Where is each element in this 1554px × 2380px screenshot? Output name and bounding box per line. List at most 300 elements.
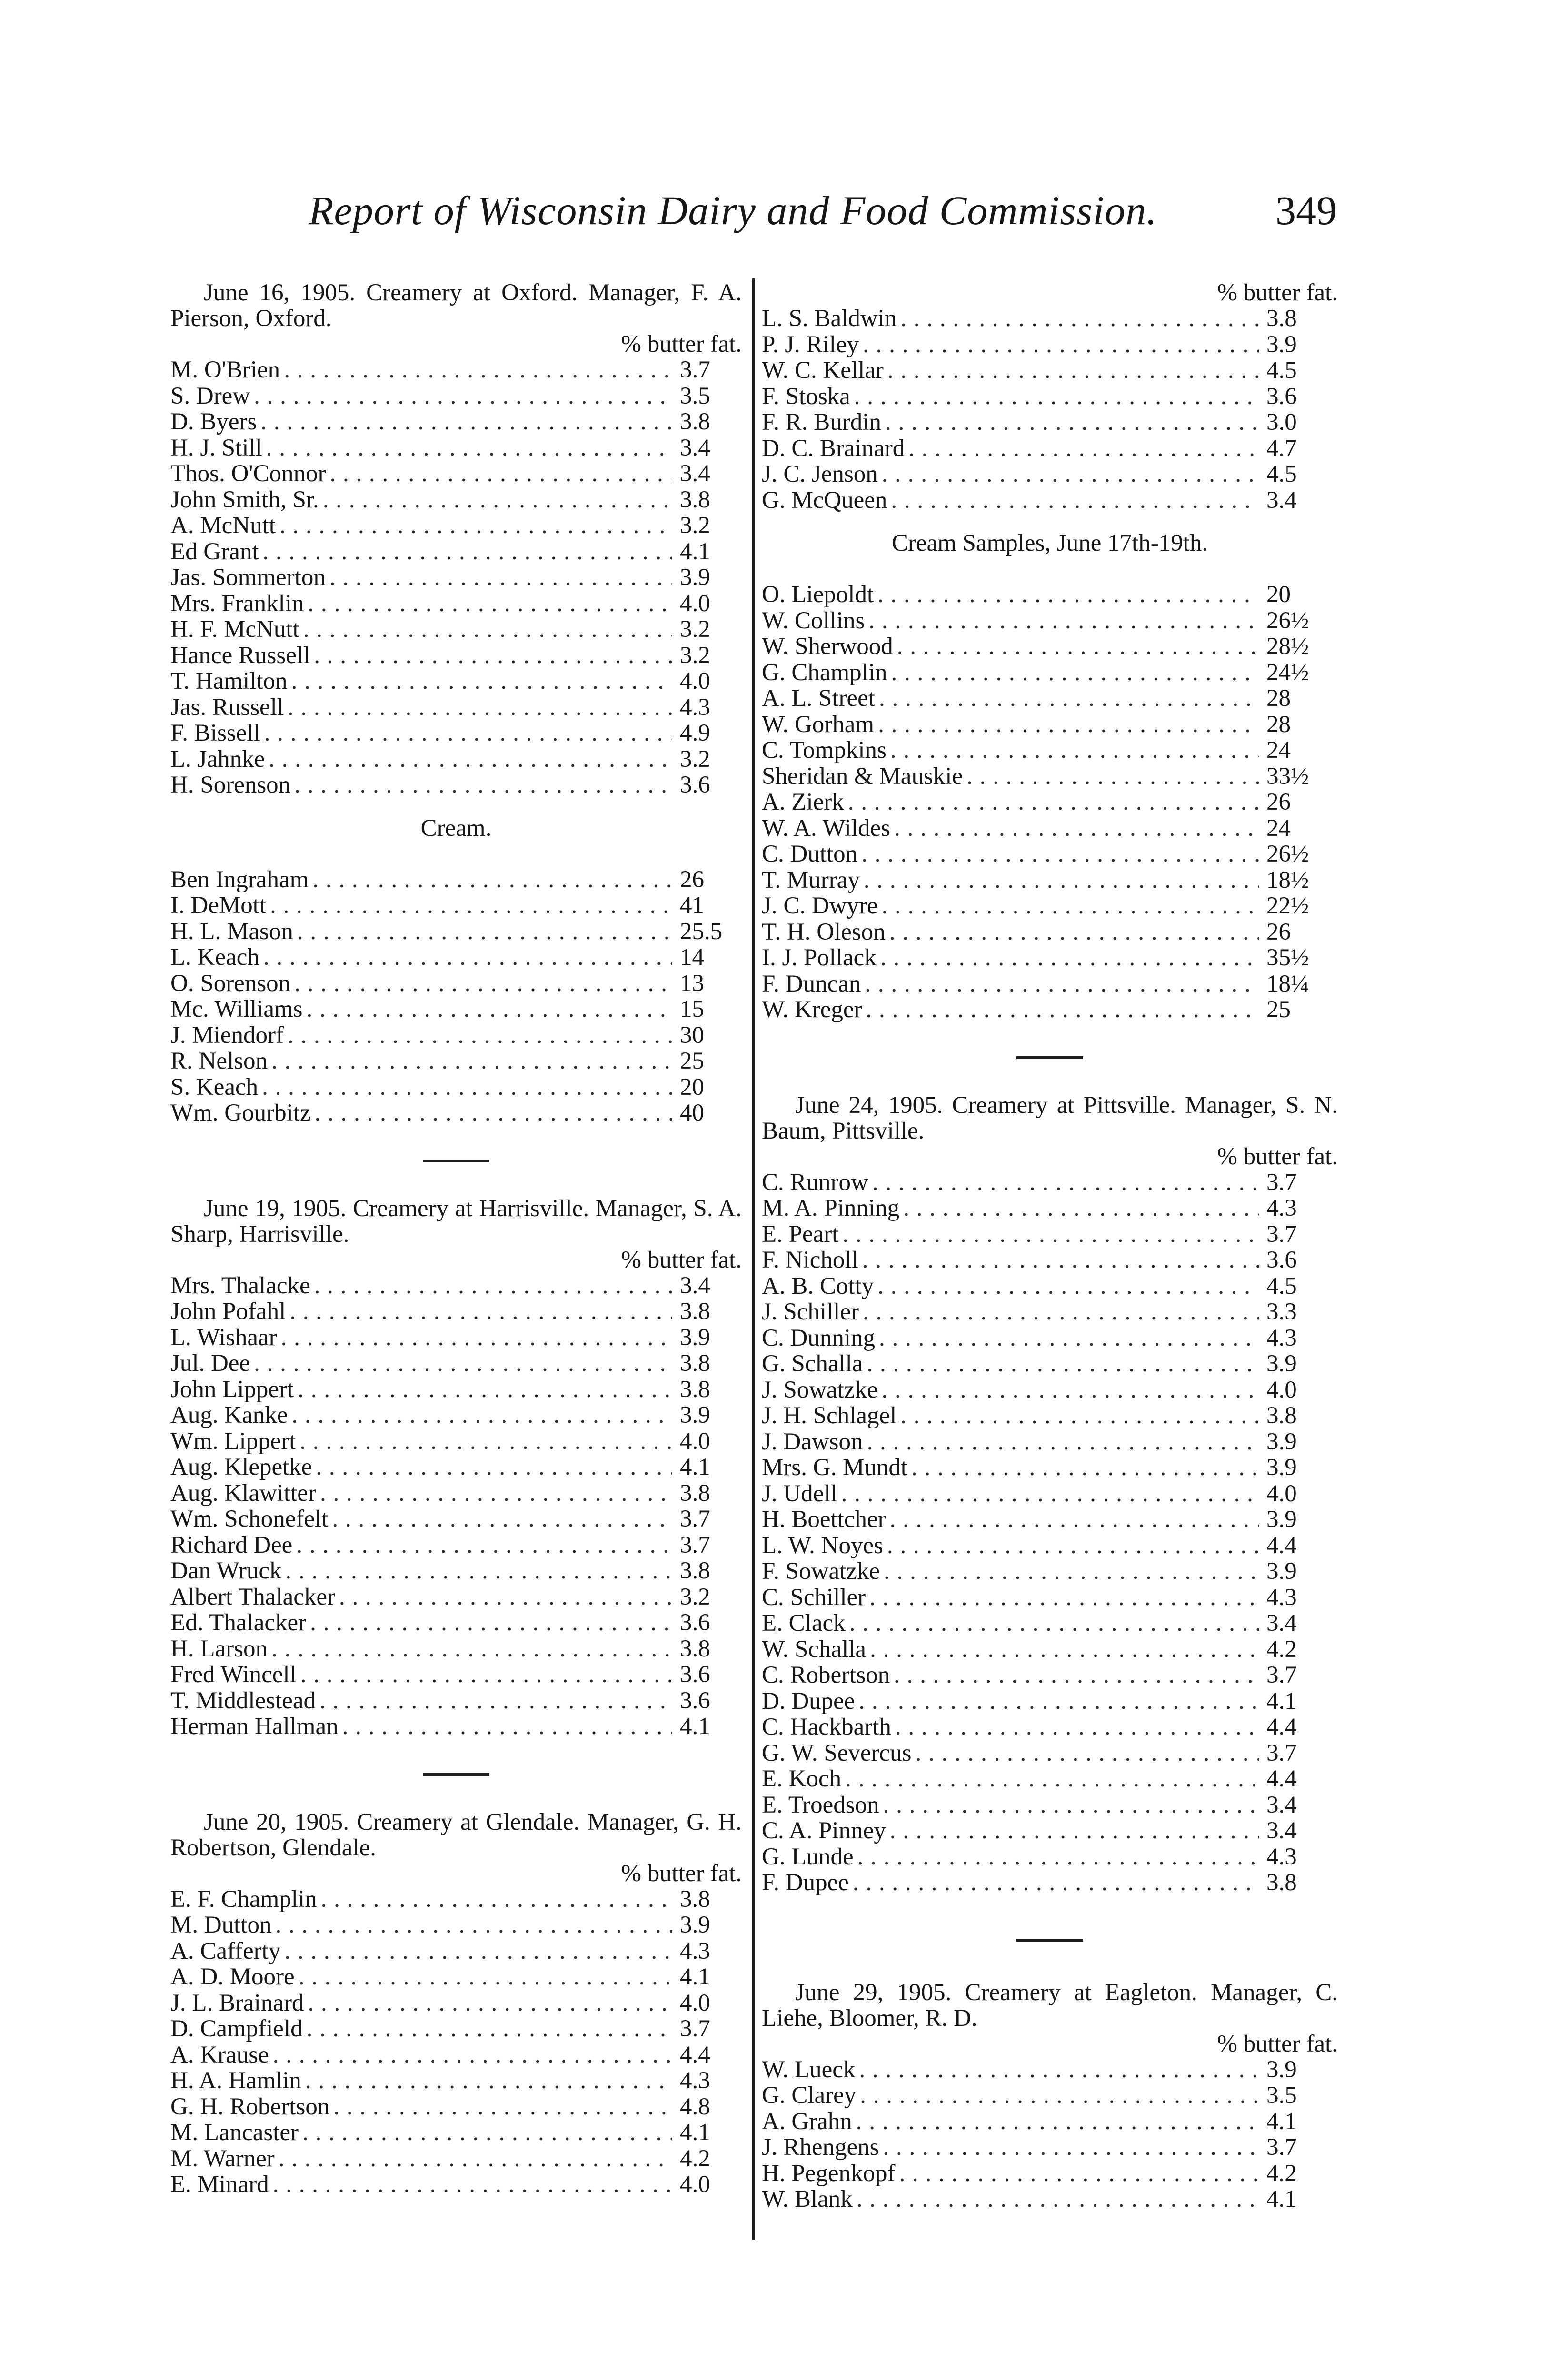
table-row — [762, 919, 1338, 945]
test-value: 4.0 — [680, 668, 710, 694]
table-row — [170, 2172, 742, 2198]
table-row — [762, 1585, 1338, 1611]
patron-name: W. Collins — [762, 607, 865, 634]
dot-leader — [263, 539, 672, 565]
patron-name: H. A. Hamlin — [170, 2068, 301, 2094]
patron-name: C. Runrow — [762, 1169, 868, 1195]
sample-list — [170, 1273, 742, 1740]
test-value: 3.9 — [1266, 1507, 1297, 1533]
patron-name: Mrs. Thalacke — [170, 1272, 310, 1299]
table-row — [762, 841, 1338, 867]
table-row — [170, 357, 742, 383]
table-row — [170, 409, 742, 435]
table-row — [762, 2109, 1338, 2135]
test-value: 3.4 — [1266, 1792, 1297, 1818]
table-row — [762, 1766, 1338, 1792]
table-row — [170, 2094, 742, 2120]
patron-name: F. Bissell — [170, 720, 260, 746]
patron-name: I. J. Pollack — [762, 945, 877, 971]
dot-leader — [856, 2109, 1259, 2135]
dot-leader — [302, 2120, 672, 2146]
dot-leader — [887, 357, 1259, 384]
cream-samples-section — [762, 530, 1338, 1023]
table-row — [170, 1402, 742, 1428]
dot-leader — [883, 1792, 1259, 1818]
patron-name: E. F. Champlin — [170, 1886, 317, 1912]
patron-name: G. W. Severcus — [762, 1740, 912, 1766]
table-row — [170, 435, 742, 461]
table-row — [170, 1022, 742, 1049]
patron-name: Jas. Russell — [170, 694, 284, 720]
test-value: 3.2 — [680, 616, 710, 643]
patron-name: A. McNutt — [170, 513, 276, 539]
table-row — [170, 1584, 742, 1610]
oxford-cream-section — [170, 815, 742, 1126]
test-value: 24 — [1266, 737, 1291, 764]
table-row — [170, 616, 742, 643]
dot-leader — [897, 634, 1259, 660]
patron-name: Sheridan & Mauskie — [762, 763, 963, 789]
test-value: 4.2 — [1266, 2160, 1297, 2186]
patron-name: J. Rhengens — [762, 2134, 879, 2161]
dot-leader — [862, 1247, 1259, 1273]
test-value: 3.5 — [680, 383, 710, 409]
patron-name: J. Schiller — [762, 1299, 859, 1325]
test-value: 25 — [1266, 997, 1291, 1023]
patron-name: John Pofahl — [170, 1299, 286, 1325]
table-row — [170, 1377, 742, 1403]
table-row — [762, 660, 1338, 686]
table-row — [762, 306, 1338, 332]
patron-name: W. Blank — [762, 2186, 853, 2212]
patron-name: J. Sowatzke — [762, 1377, 878, 1403]
unit-label: % butter fat. — [1217, 279, 1338, 306]
test-value: 3.2 — [680, 746, 710, 772]
patron-name: M. Dutton — [170, 1912, 272, 1938]
dot-leader — [841, 1481, 1259, 1507]
dot-leader — [878, 712, 1259, 738]
table-row — [762, 2057, 1338, 2083]
table-row — [170, 1454, 742, 1480]
test-value: 18½ — [1266, 867, 1309, 893]
table-row — [170, 996, 742, 1022]
table-row — [762, 384, 1338, 410]
dot-leader — [298, 1377, 672, 1403]
table-row — [170, 1074, 742, 1101]
dot-leader — [300, 1662, 672, 1688]
test-value: 4.3 — [680, 1938, 710, 1964]
table-row — [762, 461, 1338, 487]
test-value: 3.8 — [680, 486, 710, 513]
test-value: 3.2 — [680, 1584, 710, 1610]
patron-name: Hance Russell — [170, 642, 310, 668]
test-value: 3.7 — [1266, 2134, 1297, 2161]
test-value: 4.5 — [1266, 461, 1297, 487]
dot-leader — [339, 1584, 672, 1610]
test-value: 3.8 — [680, 1558, 710, 1584]
section-heading: June 20, 1905. Creamery at Glendale. Manager, G. H. Robertson, Glendale. — [170, 1808, 742, 1861]
patron-name: W. A. Wildes — [762, 815, 890, 841]
dot-leader — [890, 737, 1259, 764]
patron-name: M. A. Pinning — [762, 1195, 900, 1221]
test-value: 3.4 — [680, 461, 710, 487]
table-row — [762, 1610, 1338, 1636]
table-row — [762, 1221, 1338, 1248]
test-value: 4.9 — [680, 720, 710, 746]
table-row — [170, 867, 742, 893]
dot-leader — [329, 565, 672, 591]
test-value: 3.6 — [680, 1610, 710, 1636]
dot-leader — [276, 1912, 672, 1938]
test-value: 20 — [1266, 582, 1291, 608]
dot-leader — [883, 2134, 1259, 2161]
table-row — [762, 997, 1338, 1023]
table-row — [170, 1688, 742, 1714]
table-row — [762, 1740, 1338, 1766]
patron-name: J. C. Jenson — [762, 461, 878, 487]
patron-name: L. S. Baldwin — [762, 306, 897, 332]
patron-name: Jul. Dee — [170, 1350, 250, 1377]
test-value: 3.7 — [680, 1532, 710, 1558]
table-row — [762, 712, 1338, 738]
dot-leader — [859, 2057, 1259, 2083]
dot-leader — [303, 616, 672, 643]
test-value: 3.8 — [680, 1299, 710, 1325]
table-row — [762, 1351, 1338, 1377]
dot-leader — [868, 608, 1259, 634]
table-row — [762, 2134, 1338, 2161]
patron-name: L. Keach — [170, 944, 259, 971]
patron-name: C. Dunning — [762, 1325, 876, 1351]
patron-name: I. DeMott — [170, 892, 267, 919]
patron-name: Ed. Thalacker — [170, 1610, 307, 1636]
test-value: 3.9 — [1266, 331, 1297, 357]
patron-name: W. Sherwood — [762, 634, 893, 660]
table-row — [170, 1964, 742, 1990]
dot-leader — [882, 893, 1259, 919]
dot-leader — [296, 1532, 672, 1558]
test-value: 3.4 — [1266, 1610, 1297, 1636]
patron-name: C. Robertson — [762, 1662, 890, 1688]
test-value: 26½ — [1266, 607, 1309, 634]
dot-leader — [869, 1585, 1259, 1611]
dot-leader — [882, 461, 1259, 487]
table-row — [762, 1273, 1338, 1299]
patron-name: J. H. Schlagel — [762, 1403, 897, 1429]
table-row — [762, 1403, 1338, 1429]
patron-name: R. Nelson — [170, 1048, 268, 1074]
table-row — [170, 487, 742, 513]
dot-leader — [266, 435, 672, 461]
table-row — [762, 1558, 1338, 1585]
right-column — [762, 280, 1338, 2212]
patron-name: M. Lancaster — [170, 2120, 299, 2146]
dot-leader — [263, 944, 672, 971]
test-value: 3.2 — [680, 513, 710, 539]
dot-leader — [879, 685, 1259, 712]
table-row — [170, 1350, 742, 1377]
dot-leader — [908, 436, 1259, 462]
table-row — [762, 1688, 1338, 1715]
test-value: 3.0 — [1266, 409, 1297, 436]
patron-name: C. A. Pinney — [762, 1818, 886, 1844]
test-value: 3.9 — [1266, 1455, 1297, 1481]
dot-leader — [316, 1454, 672, 1480]
table-row — [762, 1429, 1338, 1455]
patron-name: E. Minard — [170, 2172, 269, 2198]
test-value: 4.3 — [1266, 1584, 1297, 1610]
dot-leader — [271, 1048, 672, 1074]
patron-name: Wm. Lippert — [170, 1428, 296, 1454]
test-value: 4.0 — [680, 1428, 710, 1454]
test-value: 14 — [680, 944, 704, 971]
patron-name: G. Clarey — [762, 2082, 857, 2109]
patron-name: T. Hamilton — [170, 668, 288, 694]
dot-leader — [297, 919, 672, 945]
table-row — [762, 1455, 1338, 1481]
patron-name: Richard Dee — [170, 1532, 293, 1558]
test-value: 4.1 — [680, 1964, 710, 1990]
table-row — [762, 1299, 1338, 1325]
test-value: 26 — [680, 866, 704, 892]
test-value: 3.4 — [1266, 1818, 1297, 1844]
table-row — [762, 893, 1338, 919]
table-row — [170, 461, 742, 487]
patron-name: Wm. Gourbitz — [170, 1100, 311, 1126]
patron-name: M. O'Brien — [170, 357, 280, 383]
patron-name: Aug. Klawitter — [170, 1480, 316, 1506]
test-value: 4.7 — [1266, 435, 1297, 461]
patron-name: O. Liepoldt — [762, 582, 874, 608]
section-heading: June 16, 1905. Creamery at Oxford. Manager, F. A. Pierson, Oxford. — [170, 279, 742, 332]
dot-leader — [269, 746, 672, 773]
test-value: 4.1 — [1266, 1688, 1297, 1714]
patron-name: S. Drew — [170, 383, 250, 409]
dot-leader — [291, 1402, 672, 1428]
dot-leader — [848, 789, 1259, 815]
patron-name: E. Koch — [762, 1766, 842, 1792]
patron-name: G. H. Robertson — [170, 2093, 330, 2120]
patron-name: Dan Wruck — [170, 1558, 282, 1584]
dot-leader — [879, 1325, 1259, 1351]
table-row — [170, 720, 742, 746]
table-row — [762, 815, 1338, 842]
patron-name: F. Nicholl — [762, 1247, 858, 1273]
dot-leader — [314, 1273, 672, 1299]
unit-label: % butter fat. — [621, 1860, 742, 1887]
patron-name: G. McQueen — [762, 487, 887, 513]
test-value: 4.5 — [1266, 357, 1297, 384]
dot-leader — [310, 1610, 672, 1636]
dot-leader — [279, 2146, 672, 2172]
dot-leader — [966, 764, 1259, 790]
test-value: 4.4 — [680, 2042, 710, 2068]
table-row — [170, 1100, 742, 1126]
patron-name: Ed Grant — [170, 538, 259, 565]
test-value: 4.1 — [680, 1454, 710, 1480]
test-value: 4.4 — [1266, 1714, 1297, 1740]
test-value: 4.1 — [680, 538, 710, 565]
test-value: 4.5 — [1266, 1273, 1297, 1299]
table-row — [762, 1170, 1338, 1196]
table-row — [170, 772, 742, 798]
patron-name: H. Boettcher — [762, 1507, 886, 1533]
dot-leader — [857, 1844, 1259, 1870]
test-value: 3.9 — [1266, 1428, 1297, 1455]
test-value: 22½ — [1266, 893, 1309, 919]
test-value: 3.8 — [680, 1350, 710, 1377]
table-row — [762, 1844, 1338, 1870]
dot-leader — [323, 487, 672, 513]
test-value: 20 — [680, 1074, 704, 1100]
table-row — [170, 1610, 742, 1636]
dot-leader — [882, 1377, 1259, 1403]
dot-leader — [332, 1506, 672, 1532]
patron-name: W. Lueck — [762, 2056, 856, 2082]
patron-name: H. L. Mason — [170, 918, 293, 944]
dot-leader — [891, 487, 1259, 514]
dot-leader — [887, 1533, 1259, 1559]
dot-leader — [294, 772, 672, 798]
table-row — [170, 1299, 742, 1325]
patron-name: F. R. Burdin — [762, 409, 881, 436]
patron-name: J. C. Dwyre — [762, 893, 878, 919]
dot-leader — [288, 1022, 672, 1049]
dot-leader — [858, 1688, 1259, 1715]
unit-label: % butter fat. — [621, 331, 742, 357]
test-value: 3.8 — [680, 1480, 710, 1506]
table-row — [762, 1377, 1338, 1403]
table-row — [762, 2082, 1338, 2109]
section-heading: June 29, 1905. Creamery at Eagleton. Manager, C. Liehe, Bloomer, R. D. — [762, 1979, 1338, 2032]
patron-name: J. Dawson — [762, 1428, 863, 1455]
table-row — [170, 668, 742, 694]
dot-leader — [315, 1100, 672, 1126]
table-row — [762, 487, 1338, 514]
dot-leader — [289, 1299, 672, 1325]
table-row — [762, 1325, 1338, 1351]
table-row — [170, 892, 742, 919]
sample-list — [762, 582, 1338, 1023]
dot-leader — [314, 643, 672, 669]
dot-leader — [880, 945, 1259, 971]
test-value: 4.1 — [1266, 2108, 1297, 2134]
table-row — [762, 789, 1338, 815]
dot-leader — [307, 996, 673, 1022]
table-row — [170, 591, 742, 617]
dot-leader — [294, 971, 672, 997]
patron-name: L. W. Noyes — [762, 1532, 883, 1558]
table-row — [762, 2186, 1338, 2212]
patron-name: S. Keach — [170, 1074, 259, 1100]
test-value: 35½ — [1266, 945, 1309, 971]
test-value: 24 — [1266, 815, 1291, 841]
dot-leader — [254, 1350, 672, 1377]
test-value: 3.8 — [1266, 306, 1297, 332]
dot-leader — [279, 513, 672, 539]
glendale-creamery-section — [170, 1809, 742, 2198]
dot-leader — [857, 2186, 1259, 2212]
pittsville-creamery-section — [762, 1092, 1338, 1896]
table-row — [170, 1532, 742, 1558]
eagleton-creamery-section — [762, 1980, 1338, 2212]
patron-name: D. C. Brainard — [762, 435, 905, 461]
dot-leader — [915, 1740, 1259, 1766]
test-value: 4.1 — [680, 1714, 710, 1740]
page-number: 349 — [1275, 188, 1337, 233]
test-value: 3.9 — [680, 565, 710, 591]
unit-label: % butter fat. — [1217, 1143, 1338, 1170]
table-row — [762, 1792, 1338, 1818]
patron-name: W. Schalla — [762, 1636, 867, 1662]
table-row — [170, 539, 742, 565]
dot-leader — [319, 1688, 672, 1714]
patron-name: W. Kreger — [762, 997, 862, 1023]
sample-list — [762, 306, 1338, 513]
patron-name: J. Miendorf — [170, 1022, 284, 1048]
test-value: 3.8 — [1266, 1870, 1297, 1896]
table-row — [170, 1048, 742, 1074]
table-row — [762, 685, 1338, 712]
patron-name: L. Jahnke — [170, 746, 265, 772]
test-value: 18¼ — [1266, 971, 1309, 997]
oxford-continued-section — [762, 280, 1338, 513]
section-heading: June 24, 1905. Creamery at Pittsville. Manager, S. N. Baum, Pittsville. — [762, 1091, 1338, 1144]
dot-leader — [273, 2042, 672, 2068]
dot-leader — [849, 1610, 1259, 1636]
test-value: 4.3 — [680, 2068, 710, 2094]
dot-leader — [870, 1636, 1259, 1663]
table-row — [762, 2161, 1338, 2187]
patron-name: F. Stoska — [762, 383, 850, 409]
dot-leader — [264, 720, 672, 746]
table-row — [170, 1912, 742, 1938]
table-row — [170, 2120, 742, 2146]
test-value: 3.7 — [1266, 1169, 1297, 1195]
dot-leader — [891, 660, 1259, 686]
dot-leader — [863, 1299, 1259, 1325]
dot-leader — [299, 1964, 672, 1990]
patron-name: Mrs. G. Mundt — [762, 1455, 908, 1481]
test-value: 4.2 — [1266, 1636, 1297, 1662]
dot-leader — [894, 1662, 1259, 1688]
dot-leader — [861, 841, 1259, 867]
patron-name: C. Dutton — [762, 841, 858, 867]
dot-leader — [320, 1480, 672, 1507]
test-value: 3.8 — [680, 1636, 710, 1662]
patron-name: G. Champlin — [762, 659, 887, 685]
dot-leader — [853, 1870, 1259, 1896]
dot-leader — [866, 997, 1259, 1023]
test-value: 4.0 — [680, 1990, 710, 2016]
table-row — [170, 2016, 742, 2042]
test-value: 3.9 — [1266, 2056, 1297, 2082]
test-value: 3.6 — [680, 772, 710, 798]
patron-name: P. J. Riley — [762, 331, 859, 357]
test-value: 28 — [1266, 711, 1291, 737]
patron-name: Thos. O'Connor — [170, 461, 326, 487]
test-value: 41 — [680, 892, 704, 919]
dot-leader — [286, 1558, 672, 1584]
dot-leader — [330, 461, 672, 487]
patron-name: C. Schiller — [762, 1584, 866, 1610]
table-row — [170, 1273, 742, 1299]
test-value: 3.7 — [1266, 1662, 1297, 1688]
patron-name: John Lippert — [170, 1376, 294, 1402]
patron-name: C. Hackbarth — [762, 1714, 891, 1740]
dot-leader — [273, 2172, 672, 2198]
test-value: 3.8 — [680, 1886, 710, 1912]
